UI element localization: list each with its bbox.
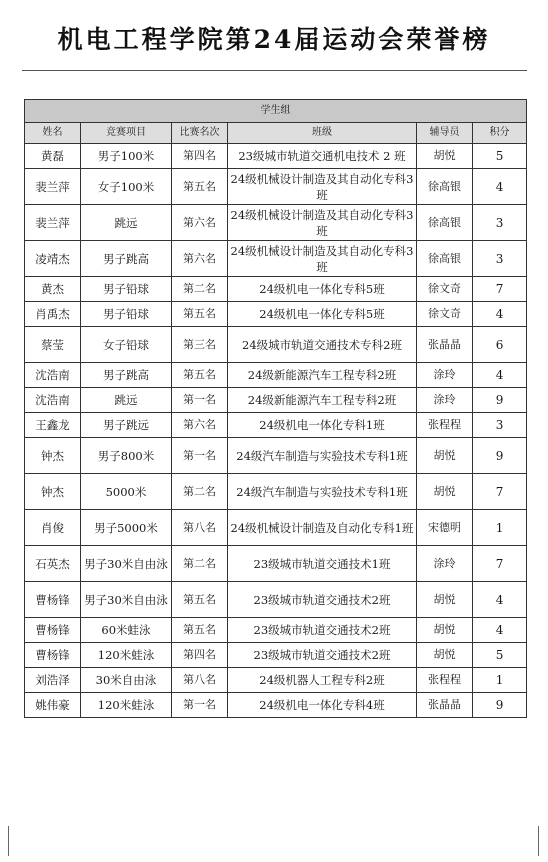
table-row	[25, 388, 527, 413]
cell-points: 5	[473, 144, 527, 169]
cell-name: 刘浩泽	[25, 668, 81, 693]
cell-class: 23级城市轨道交通技术2班	[228, 643, 417, 668]
header-points: 积分	[473, 123, 527, 144]
table-body	[25, 144, 527, 718]
cell-rank: 第六名	[172, 413, 228, 438]
cell-name: 沈浩南	[25, 388, 81, 413]
cell-coach: 胡悦	[417, 582, 473, 618]
cell-rank: 第八名	[172, 510, 228, 546]
cell-points: 4	[473, 582, 527, 618]
table-row	[25, 277, 527, 302]
table-row	[25, 302, 527, 327]
cell-name: 黄杰	[25, 277, 81, 302]
cell-name: 钟杰	[25, 474, 81, 510]
cell-coach: 胡悦	[417, 438, 473, 474]
cell-coach: 涂玲	[417, 363, 473, 388]
cell-class: 24级机电一体化专科5班	[228, 302, 417, 327]
cell-rank: 第三名	[172, 327, 228, 363]
cell-coach: 徐高银	[417, 241, 473, 277]
column-header-row	[25, 123, 527, 144]
cell-name: 曹杨锋	[25, 618, 81, 643]
cell-points: 6	[473, 327, 527, 363]
cell-coach: 涂玲	[417, 546, 473, 582]
cell-class: 24级汽车制造与实验技术专科1班	[228, 438, 417, 474]
table-row	[25, 546, 527, 582]
cell-event: 女子铅球	[81, 327, 172, 363]
cell-rank: 第五名	[172, 363, 228, 388]
cell-coach: 张程程	[417, 668, 473, 693]
cell-points: 4	[473, 363, 527, 388]
table-row	[25, 413, 527, 438]
cell-rank: 第四名	[172, 643, 228, 668]
cell-rank: 第一名	[172, 438, 228, 474]
cell-name: 姚伟豪	[25, 693, 81, 718]
cell-class: 24级机器人工程专科2班	[228, 668, 417, 693]
cell-class: 23级城市轨道交通技术1班	[228, 546, 417, 582]
cell-event: 男子跳高	[81, 363, 172, 388]
cell-rank: 第五名	[172, 169, 228, 205]
cell-coach: 涂玲	[417, 388, 473, 413]
cell-event: 男子100米	[81, 144, 172, 169]
cell-name: 裴兰萍	[25, 205, 81, 241]
table-row	[25, 205, 527, 241]
table-row	[25, 510, 527, 546]
cell-name: 凌靖杰	[25, 241, 81, 277]
cell-class: 24级机械设计制造及自动化专科1班	[228, 510, 417, 546]
cell-points: 9	[473, 438, 527, 474]
cell-rank: 第二名	[172, 277, 228, 302]
page-edge-mark	[538, 826, 539, 856]
cell-rank: 第五名	[172, 582, 228, 618]
cell-coach: 胡悦	[417, 144, 473, 169]
cell-event: 30米自由泳	[81, 668, 172, 693]
cell-points: 7	[473, 546, 527, 582]
cell-coach: 张程程	[417, 413, 473, 438]
cell-class: 24级机械设计制造及其自动化专科3班	[228, 205, 417, 241]
cell-rank: 第五名	[172, 618, 228, 643]
cell-coach: 胡悦	[417, 643, 473, 668]
cell-name: 黄磊	[25, 144, 81, 169]
cell-points: 1	[473, 668, 527, 693]
cell-event: 跳远	[81, 388, 172, 413]
cell-event: 120米蛙泳	[81, 643, 172, 668]
cell-class: 24级汽车制造与实验技术专科1班	[228, 474, 417, 510]
cell-points: 7	[473, 474, 527, 510]
title-divider	[22, 70, 527, 71]
cell-class: 24级机电一体化专科4班	[228, 693, 417, 718]
table-row	[25, 618, 527, 643]
cell-points: 3	[473, 241, 527, 277]
cell-class: 24级机械设计制造及其自动化专科3班	[228, 241, 417, 277]
page-edge-mark	[8, 826, 9, 856]
cell-coach: 徐文奇	[417, 302, 473, 327]
cell-event: 男子跳高	[81, 241, 172, 277]
cell-points: 1	[473, 510, 527, 546]
table-row	[25, 144, 527, 169]
cell-name: 沈浩南	[25, 363, 81, 388]
cell-name: 蔡莹	[25, 327, 81, 363]
cell-name: 肖禹杰	[25, 302, 81, 327]
cell-event: 男子铅球	[81, 277, 172, 302]
cell-points: 9	[473, 693, 527, 718]
cell-points: 9	[473, 388, 527, 413]
cell-rank: 第六名	[172, 241, 228, 277]
cell-event: 跳远	[81, 205, 172, 241]
table-row	[25, 241, 527, 277]
cell-rank: 第四名	[172, 144, 228, 169]
header-coach: 辅导员	[417, 123, 473, 144]
cell-rank: 第六名	[172, 205, 228, 241]
cell-rank: 第五名	[172, 302, 228, 327]
cell-coach: 徐高银	[417, 205, 473, 241]
cell-event: 60米蛙泳	[81, 618, 172, 643]
header-name: 姓名	[25, 123, 81, 144]
cell-class: 24级机电一体化专科1班	[228, 413, 417, 438]
cell-name: 曹杨锋	[25, 643, 81, 668]
cell-name: 裴兰萍	[25, 169, 81, 205]
cell-rank: 第二名	[172, 546, 228, 582]
group-label: 学生组	[25, 100, 527, 123]
table-row	[25, 363, 527, 388]
header-class: 班级	[228, 123, 417, 144]
cell-coach: 张晶晶	[417, 693, 473, 718]
cell-name: 肖俊	[25, 510, 81, 546]
cell-coach: 徐文奇	[417, 277, 473, 302]
group-header-row	[25, 100, 527, 123]
header-rank: 比赛名次	[172, 123, 228, 144]
cell-class: 24级城市轨道交通技术专科2班	[228, 327, 417, 363]
cell-coach: 胡悦	[417, 474, 473, 510]
cell-event: 男子30米自由泳	[81, 546, 172, 582]
cell-points: 4	[473, 169, 527, 205]
cell-event: 120米蛙泳	[81, 693, 172, 718]
cell-rank: 第一名	[172, 693, 228, 718]
table-row	[25, 169, 527, 205]
page-title: 机电工程学院第24届运动会荣誉榜	[57, 25, 491, 54]
cell-name: 石英杰	[25, 546, 81, 582]
table-row	[25, 327, 527, 363]
cell-event: 5000米	[81, 474, 172, 510]
table-row	[25, 643, 527, 668]
cell-points: 4	[473, 302, 527, 327]
header-event: 竞赛项目	[81, 123, 172, 144]
cell-points: 4	[473, 618, 527, 643]
cell-coach: 徐高银	[417, 169, 473, 205]
table-row	[25, 668, 527, 693]
cell-rank: 第八名	[172, 668, 228, 693]
cell-rank: 第一名	[172, 388, 228, 413]
cell-class: 23级城市轨道交通技术2班	[228, 618, 417, 643]
cell-event: 男子800米	[81, 438, 172, 474]
table-row	[25, 693, 527, 718]
cell-points: 3	[473, 413, 527, 438]
cell-class: 23级城市轨道交通技术2班	[228, 582, 417, 618]
cell-class: 24级机电一体化专科5班	[228, 277, 417, 302]
cell-points: 7	[473, 277, 527, 302]
cell-class: 24级新能源汽车工程专科2班	[228, 388, 417, 413]
cell-coach: 宋德明	[417, 510, 473, 546]
table-row	[25, 582, 527, 618]
cell-event: 男子跳远	[81, 413, 172, 438]
cell-rank: 第二名	[172, 474, 228, 510]
cell-class: 23级城市轨道交通机电技术 2 班	[228, 144, 417, 169]
honor-roll-table	[24, 99, 527, 718]
cell-event: 男子30米自由泳	[81, 582, 172, 618]
table-row	[25, 474, 527, 510]
cell-event: 女子100米	[81, 169, 172, 205]
cell-name: 钟杰	[25, 438, 81, 474]
cell-class: 24级新能源汽车工程专科2班	[228, 363, 417, 388]
cell-coach: 张晶晶	[417, 327, 473, 363]
cell-name: 曹杨锋	[25, 582, 81, 618]
cell-points: 3	[473, 205, 527, 241]
cell-coach: 胡悦	[417, 618, 473, 643]
cell-event: 男子铅球	[81, 302, 172, 327]
cell-class: 24级机械设计制造及其自动化专科3班	[228, 169, 417, 205]
cell-name: 王鑫龙	[25, 413, 81, 438]
table-row	[25, 438, 527, 474]
cell-points: 5	[473, 643, 527, 668]
cell-event: 男子5000米	[81, 510, 172, 546]
